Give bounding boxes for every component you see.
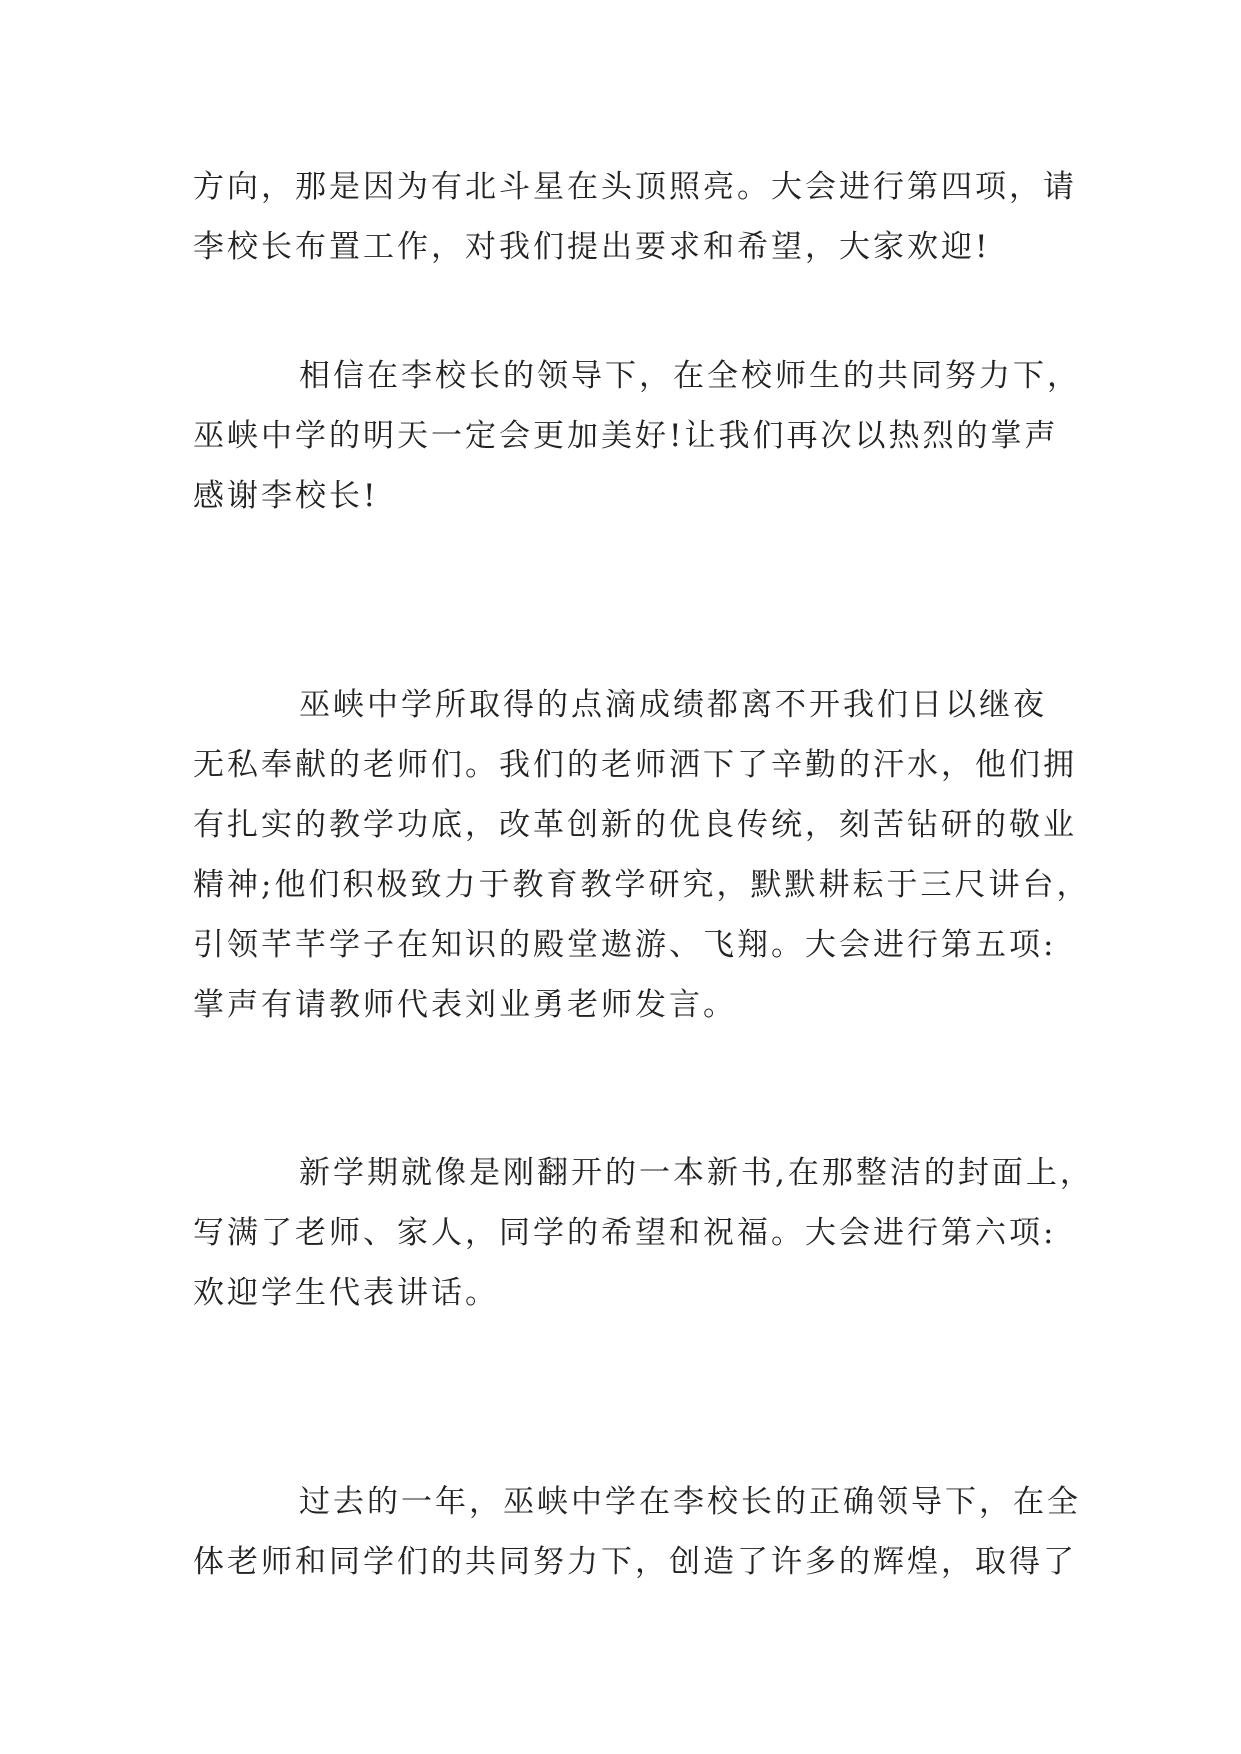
text-line: 精神;他们积极致力于教育教学研究，默默耕耘于三尺讲台， <box>193 867 1091 903</box>
paragraph-3 <box>193 675 1091 1035</box>
text-line: 写满了老师、家人，同学的希望和祝福。大会进行第六项: <box>193 1215 1057 1251</box>
text-line: 巫峡中学所取得的点滴成绩都离不开我们日以继夜 <box>299 687 1047 723</box>
text-line: 掌声有请教师代表刘业勇老师发言。 <box>193 987 737 1023</box>
text-line: 感谢李校长! <box>193 478 379 514</box>
text-line: 无私奉献的老师们。我们的老师洒下了辛勤的汗水，他们拥 <box>193 747 1077 783</box>
paragraph-4 <box>193 1143 1094 1323</box>
text-line: 欢迎学生代表讲话。 <box>193 1275 499 1311</box>
text-line: 巫峡中学的明天一定会更加美好!让我们再次以热烈的掌声 <box>193 418 1059 454</box>
text-line: 过去的一年，巫峡中学在李校长的正确领导下，在全 <box>299 1484 1081 1520</box>
paragraph-5 <box>193 1472 1081 1592</box>
text-line: 新学期就像是刚翻开的一本新书,在那整洁的封面上， <box>299 1155 1094 1191</box>
text-line: 方向，那是因为有北斗星在头顶照亮。大会进行第四项，请 <box>193 169 1077 205</box>
text-line: 相信在李校长的领导下，在全校师生的共同努力下， <box>299 358 1081 394</box>
text-line: 李校长布置工作，对我们提出要求和希望，大家欢迎! <box>193 229 991 265</box>
text-line: 体老师和同学们的共同努力下，创造了许多的辉煌，取得了 <box>193 1544 1077 1580</box>
text-line: 有扎实的教学功底，改革创新的优良传统，刻苦钻研的敬业 <box>193 807 1077 843</box>
paragraph-1 <box>193 157 1077 277</box>
paragraph-2 <box>193 346 1081 526</box>
text-line: 引领芊芊学子在知识的殿堂遨游、飞翔。大会进行第五项: <box>193 927 1057 963</box>
